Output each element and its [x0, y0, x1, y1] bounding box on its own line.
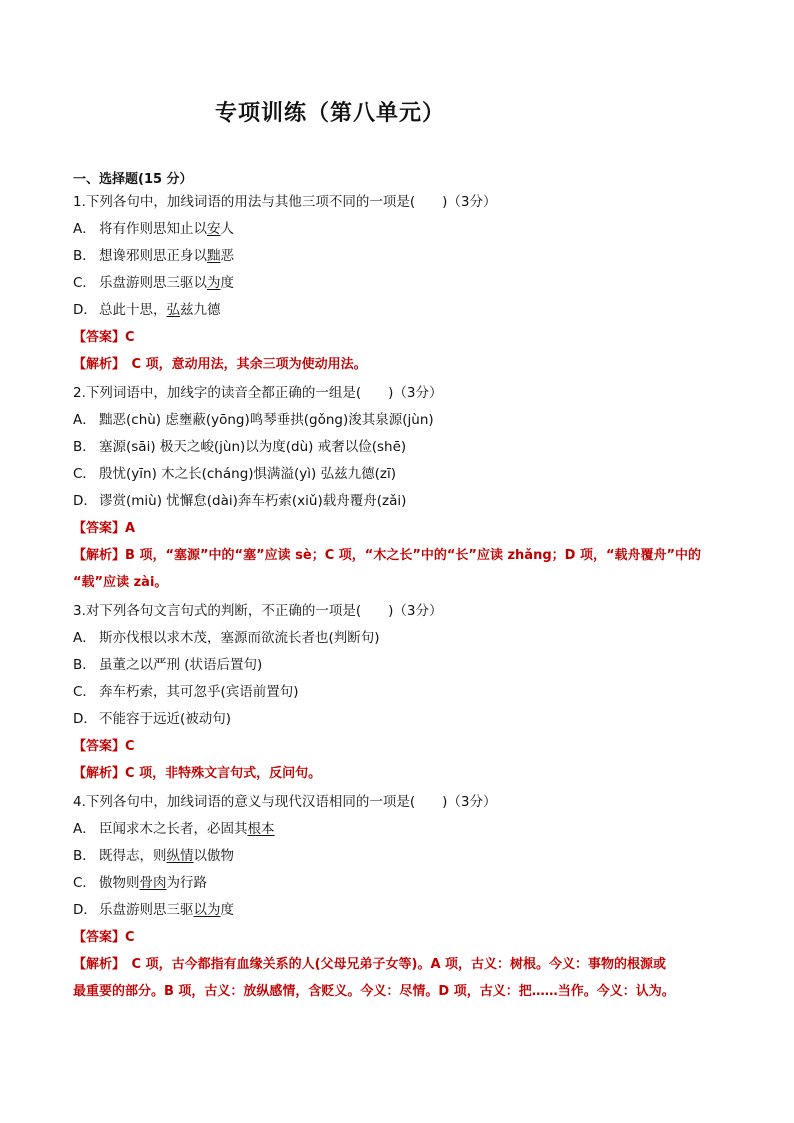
- option-c: C． 奔车朽索，其可忽乎(宾语前置句): [73, 684, 299, 700]
- question-2: [73, 380, 733, 596]
- question-stem: 4.下列各句中，加线词语的意义与现代汉语相同的一项是( )（3分）: [73, 794, 497, 810]
- option-d: D． 总此十思，弘兹九德: [73, 302, 221, 318]
- analysis-line: 【解析】 C 项，古今都指有血缘关系的人(父母兄弟子女等)。A 项，古义：树根。今义：事物的根源或: [73, 957, 667, 972]
- question-4: [73, 789, 733, 1005]
- question-stem: 3.对下列各句文言句式的判断，不正确的一项是( )（3分）: [73, 603, 443, 619]
- option-a: A． 将有作则思知止以安人: [73, 221, 234, 237]
- option-d: D． 不能容于远近(被动句): [73, 711, 232, 727]
- analysis-line: 【解析】 C 项，意动用法，其余三项为使动用法。: [73, 357, 367, 372]
- analysis-line: 【解析】C 项，非特殊文言句式，反问句。: [73, 766, 322, 781]
- option-c: C． 傲物则骨肉为行路: [73, 875, 207, 891]
- question-stem: 2.下列词语中，加线字的读音全都正确的一组是( )（3分）: [73, 385, 443, 401]
- option-b: B． 既得志，则纵情以傲物: [73, 848, 234, 864]
- option-c: C． 乐盘游则思三驱以为度: [73, 275, 234, 291]
- answer-line: 【答案】C: [73, 330, 135, 345]
- option-a: A． 斯亦伐根以求木茂，塞源而欲流长者也(判断句): [73, 630, 380, 646]
- option-d: D． 谬赏(miù) 忧懈怠(dài)奔车朽索(xiǔ)载舟覆舟(zǎi): [73, 493, 407, 509]
- option-b: B． 虽董之以严刑 (状语后置句): [73, 657, 263, 673]
- option-a: A． 臣闻求木之长者，必固其根本: [73, 821, 275, 837]
- question-stem: 1.下列各句中，加线词语的用法与其他三项不同的一项是( )（3分）: [73, 194, 497, 210]
- option-b: B． 想谗邪则思正身以黜恶: [73, 248, 234, 264]
- option-c: C． 殷忧(yīn) 木之长(cháng)惧满溢(yì) 弘兹九德(zī): [73, 466, 396, 482]
- answer-line: 【答案】C: [73, 930, 135, 945]
- analysis-line: 【解析】B 项，“塞源”中的“塞”应读 sè；C 项，“木之长”中的“长”应读 zhǎng；D 项，“载舟覆舟”中的: [73, 548, 702, 563]
- option-b: B． 塞源(sāi) 极天之峻(jùn)以为度(dù) 戒奢以俭(shē): [73, 439, 407, 455]
- page-title: 专项训练（第八单元）: [214, 101, 445, 126]
- section-heading: 一、选择题(15 分）: [73, 172, 193, 187]
- question-1: [73, 189, 733, 378]
- option-a: A． 黜恶(chù) 虑壅蔽(yōng)鸣琴垂拱(gǒng)浚其泉源(jùn): [73, 412, 434, 428]
- answer-line: 【答案】C: [73, 739, 135, 754]
- analysis-line-continued: 最重要的部分。B 项，古义：放纵感情，含贬义。今义：尽情。D 项，古义：把……当作。今义：认为。: [73, 984, 675, 999]
- answer-line: 【答案】A: [73, 521, 136, 536]
- question-3: [73, 598, 733, 787]
- analysis-line-continued: “载”应读 zài。: [73, 575, 168, 590]
- option-d: D． 乐盘游则思三驱以为度: [73, 902, 234, 918]
